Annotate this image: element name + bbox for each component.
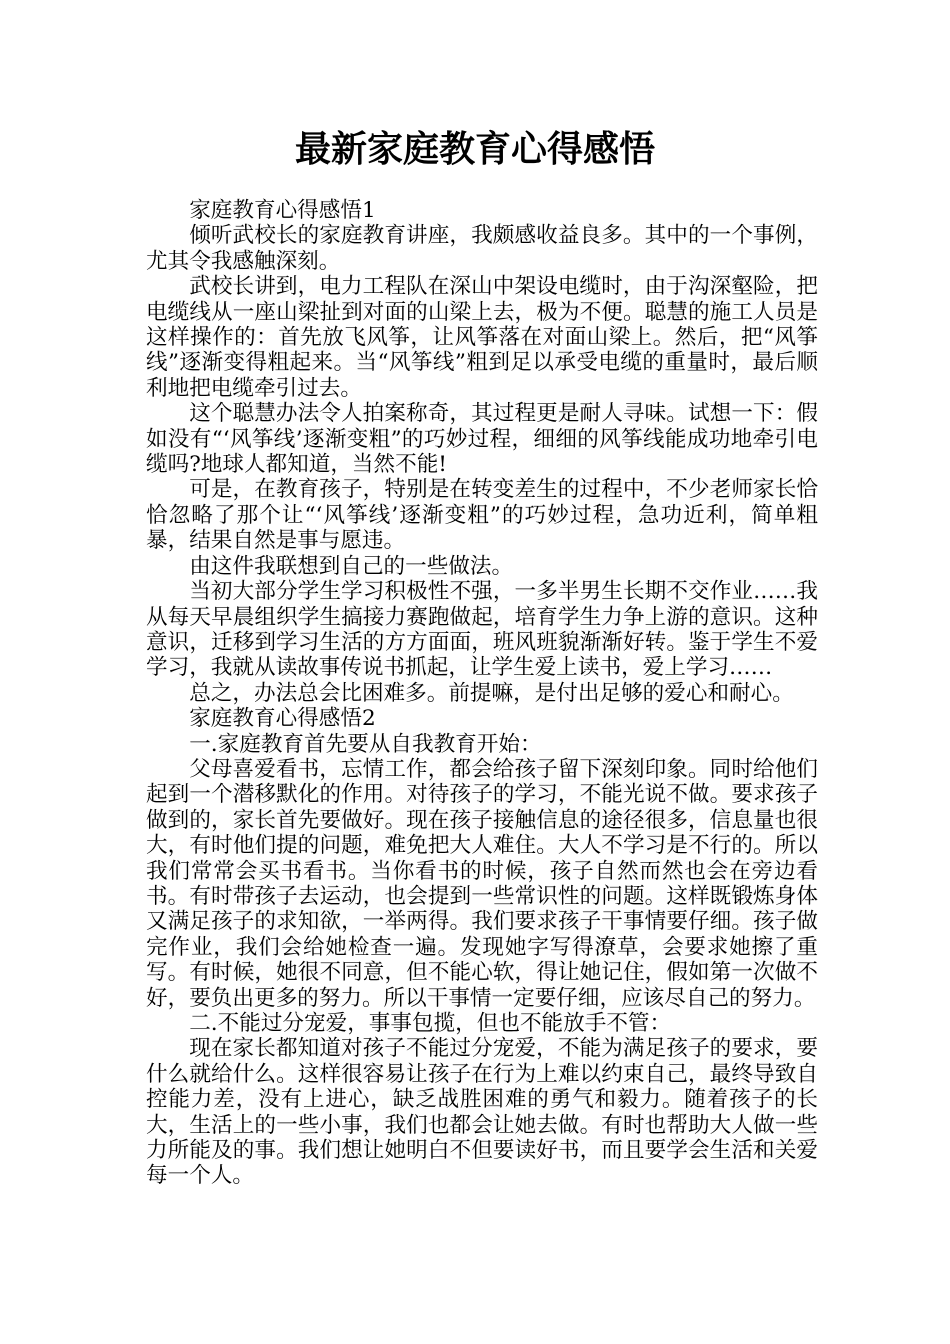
paragraph-subheading-1: 一.家庭教育首先要从自我教育开始：	[189, 731, 542, 757]
paragraph-section-heading-1: 家庭教育心得感悟1	[189, 198, 376, 223]
paragraph-section-heading-2: 家庭教育心得感悟2	[189, 706, 376, 732]
paragraph-subheading-2: 二.不能过分宠爱，事事包揽，但也不能放手不管：	[189, 1011, 672, 1036]
document-body	[146, 198, 818, 1189]
paragraph: 这个聪慧办法令人拍案称奇，其过程更是耐人寻味。试想一下：假如没有“‘风筝线’逐渐变粗”的巧妙过程，细细的风筝线能成功地牵引电缆吗?地球人都知道，当然不能!	[146, 401, 818, 478]
paragraph: 倾听武校长的家庭教育讲座，我颇感收益良多。其中的一个事例，尤其令我感触深刻。	[146, 223, 818, 274]
paragraph: 由这件我联想到自己的一些做法。	[189, 553, 514, 579]
paragraph: 现在家长都知道对孩子不能过分宠爱，不能为满足孩子的要求，要什么就给什么。这样很容易让孩子在行为上难以约束自己，最终导致自控能力差，没有上进心，缺乏战胜困难的勇气和毅力。随着孩子的长大，生活上的一些小事，我们也都会让她去做。有时也帮助大人做一些力所能及的事。我们想让她明白不但要读好书，而且要学会生活和关爱每一个人。	[146, 1036, 818, 1189]
paragraph: 武校长讲到，电力工程队在深山中架设电缆时，由于沟深壑险，把电缆线从一座山梁扯到对面的山梁上去，极为不便。聪慧的施工人员是这样操作的：首先放飞风筝，让风筝落在对面山梁上。然后，把“风筝线”逐渐变得粗起来。当“风筝线”粗到足以承受电缆的重量时，最后顺利地把电缆牵引过去。	[146, 274, 818, 401]
paragraph: 可是，在教育孩子，特别是在转变差生的过程中，不少老师家长恰恰忽略了那个让“‘风筝线’逐渐变粗”的巧妙过程，急功近利，简单粗暴，结果自然是事与愿违。	[146, 477, 818, 554]
paragraph: 总之，办法总会比困难多。前提嘛，是付出足够的爱心和耐心。	[189, 680, 794, 706]
paragraph: 当初大部分学生学习积极性不强，一多半男生长期不交作业……我从每天早晨组织学生搞接力赛跑做起，培育学生力争上游的意识。这种意识，迁移到学习生活的方方面面，班风班貌渐渐好转。鉴于学生不爱学习，我就从读故事传说书抓起，让学生爱上读书，爱上学习……	[146, 579, 818, 681]
paragraph: 父母喜爱看书，忘情工作，都会给孩子留下深刻印象。同时给他们起到一个潜移默化的作用。对待孩子的学习，不能光说不做。要求孩子做到的，家长首先要做好。现在孩子接触信息的途径很多，信息量也很大，有时他们提的问题，难免把大人难住。大人不学习是不行的。所以我们常常会买书看书。当你看书的时候，孩子自然而然也会在旁边看书。有时带孩子去运动，也会提到一些常识性的问题。这样既锻炼身体又满足孩子的求知欲，一举两得。我们要求孩子干事情要仔细。孩子做完作业，我们会给她检查一遍。发现她字写得潦草，会要求她擦了重写。有时候，她很不同意，但不能心软，得让她记住，假如第一次做不好，要负出更多的努力。所以干事情一定要仔细，应该尽自己的努力。	[146, 756, 818, 1011]
document-title: 最新家庭教育心得感悟	[294, 129, 655, 170]
